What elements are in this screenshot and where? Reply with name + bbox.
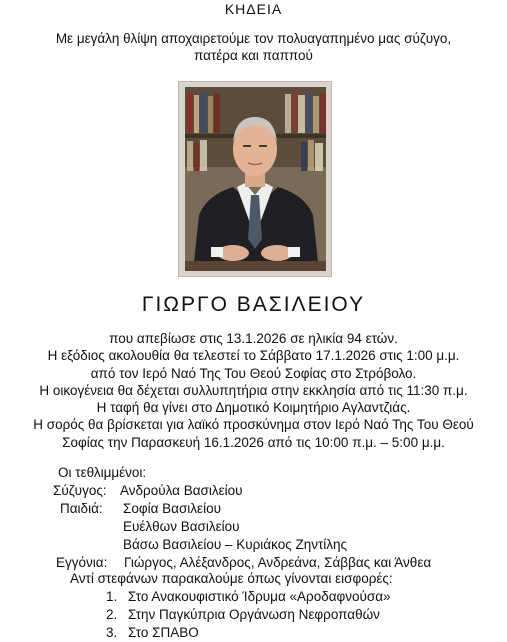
donation-number: 3. [106, 625, 118, 640]
donation-number: 2. [106, 607, 118, 622]
donation-number: 1. [106, 589, 118, 604]
details-line: Η οικογένεια θα δέχεται συλλυπητήρια στην εκκλησία από τις 11:30 π.μ. [39, 382, 468, 398]
portrait-image [185, 87, 326, 271]
child-name: Βάσω Βασιλείου – Κυριάκος Ζηντίλης [123, 537, 348, 552]
child-name: Ευέλθων Βασιλείου [123, 519, 240, 534]
mourners-title: Οι τεθλιμμένοι: [58, 465, 147, 480]
grandchildren-names: Γιώργος, Αλέξανδρος, Ανδρεάνα, Σάββας και Άνθεα [124, 555, 432, 570]
donation-text: Στο Ανακουφιστικό Ίδρυμα «Αροδαφνούσα» [128, 589, 391, 604]
child-name: Σοφία Βασιλείου [123, 501, 221, 516]
grandchildren-label: Εγγόνια: [56, 555, 108, 570]
details-line: Η σορός θα βρίσκεται για λαϊκό προσκύνημα στον Ιερό Ναό Της Του Θεού [33, 417, 474, 433]
details-line: Η εξόδιος ακολουθία θα τελεστεί το Σάββατο 17.1.2026 στις 1:00 μ.μ. [47, 348, 460, 364]
donations-title: Αντί στεφάνων παρακαλούμε όπως γίνονται εισφορές: [70, 571, 393, 586]
donation-text: Στην Παγκύπρια Οργάνωση Νεφροπαθών [128, 607, 380, 622]
spouse-name: Ανδρούλα Βασιλείου [120, 483, 243, 498]
details-line: από τον Ιερό Ναό Της Του Θεού Σοφίας στο Στρόβολο. [90, 365, 417, 381]
spouse-label: Σύζυγος: [53, 483, 107, 498]
donation-item [106, 606, 380, 624]
donation-item [106, 624, 199, 642]
funeral-details [0, 330, 507, 451]
children-label: Παιδιά: [60, 501, 103, 516]
intro-line: Με μεγάλη θλίψη αποχαιρετούμε τον πολυαγαπημένο μας σύζυγο, [55, 31, 452, 46]
intro-line: πατέρα και παππού [194, 48, 313, 63]
donation-item [106, 588, 391, 606]
details-line: Σοφίας την Παρασκευή 16.1.2026 από τις 10:00 π.μ. – 5:00 μ.μ. [62, 434, 445, 450]
donation-text: Στο ΣΠΑΒΟ [128, 625, 199, 640]
intro-text [0, 30, 507, 64]
deceased-name: ΓΙΩΡΓΟ ΒΑΣΙΛΕΙΟΥ [141, 293, 366, 316]
notice-heading: ΚΗΔΕΙΑ [224, 1, 283, 17]
details-line: που απεβίωσε στις 13.1.2026 σε ηλικία 94 ετών. [109, 331, 398, 346]
portrait-photo [178, 81, 332, 277]
details-line: Η ταφή θα γίνει στο Δημοτικό Κοιμητήριο Αγλαντζιάς. [96, 400, 411, 416]
